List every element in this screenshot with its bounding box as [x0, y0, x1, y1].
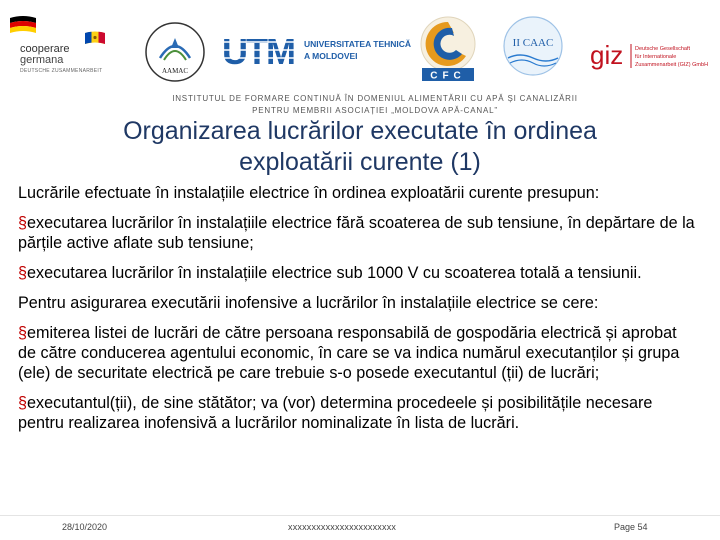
giz-line3: Zusammenarbeit (GIZ) GmbH — [635, 62, 709, 68]
footer-placeholder: xxxxxxxxxxxxxxxxxxxxxxx — [288, 522, 397, 532]
second-intro-paragraph: Pentru asigurarea executării inofensive a lucrărilor în instalațiile electrice se cere: — [18, 294, 599, 312]
utm-mark: UTM — [222, 31, 294, 72]
giz-line1: Deutsche Gesellschaft — [635, 46, 691, 52]
slide-title — [60, 116, 660, 178]
footer-divider — [0, 515, 720, 516]
bullet-text: executarea lucrărilor în instalațiile electrice fără scoaterea de sub tensiune, în depărtare de la părțile active aflate sub tensiune; — [18, 214, 695, 252]
slide-content — [18, 183, 698, 443]
slide-title-line-1: Organizarea lucrărilor executate în ordinea — [123, 117, 597, 145]
bullet-mark-icon: § — [18, 214, 28, 232]
cfc-logo — [408, 14, 488, 84]
cfc-label: CFC — [430, 70, 466, 82]
giz-logo — [590, 40, 709, 72]
utm-line2: A MOLDOVEI — [304, 51, 358, 61]
giz-mark: giz — [590, 40, 624, 70]
utm-line1: UNIVERSITATEA TEHNICĂ — [304, 39, 412, 49]
bullet-item — [18, 263, 698, 283]
utm-logo — [222, 30, 412, 72]
slide-footer — [0, 515, 720, 540]
bullet-text: executantul(ții), de sine stătător; va (vor) determina procedeele și posibilitățile necesare pentru realizarea inofensivă a lucrărilor nominalizate în lista de lucrări. — [18, 394, 653, 432]
cooperare-label: cooperare — [20, 43, 70, 55]
zusammenarbeit-label: DEUTSCHE ZUSAMMENARBEIT — [20, 68, 103, 74]
german-flag-icon — [8, 14, 38, 35]
germana-label: germana — [20, 54, 64, 66]
footer-date: 28/10/2020 — [62, 522, 108, 532]
iicaac-logo — [498, 14, 568, 78]
institute-line-1: INSTITUTUL DE FORMARE CONTINUĂ ÎN DOMENIUL ALIMENTĂRII CU APĂ ȘI CANALIZĂRII — [172, 94, 578, 103]
slide-title-line-2: exploatării curente (1) — [239, 148, 481, 176]
logo-strip — [0, 0, 720, 95]
aamac-logo — [140, 20, 210, 84]
bullet-item — [18, 323, 698, 383]
aamac-label: AAMAC — [161, 67, 189, 75]
footer-page-number: Page 54 — [614, 522, 648, 532]
bullet-item — [18, 213, 698, 253]
iicaac-label: II CAAC — [512, 37, 554, 49]
bullet-mark-icon: § — [18, 324, 28, 342]
bullet-mark-icon: § — [18, 264, 28, 282]
institute-header — [100, 93, 650, 117]
bullet-item — [18, 393, 698, 433]
intro-paragraph: Lucrările efectuate în instalațiile electrice în ordinea exploatării curente presupun: — [18, 184, 600, 202]
giz-line2: für Internationale — [635, 54, 677, 60]
bullet-text: emiterea listei de lucrări de către persoana responsabilă de gospodăria electrică și aprobat de către conducerea agentului economic, în care se va indica numărul executanților și grupa (ele) de securitate electrică pe care trebuie s-o posede executantul (ții) de lucrări; — [18, 324, 680, 382]
bullet-mark-icon: § — [18, 394, 28, 412]
bullet-text: executarea lucrărilor în instalațiile electrice sub 1000 V cu scoaterea totală a tensiunii. — [27, 264, 642, 282]
institute-line-2: PENTRU MEMBRII ASOCIAȚIEI „MOLDOVA APĂ-CANAL” — [252, 106, 498, 115]
